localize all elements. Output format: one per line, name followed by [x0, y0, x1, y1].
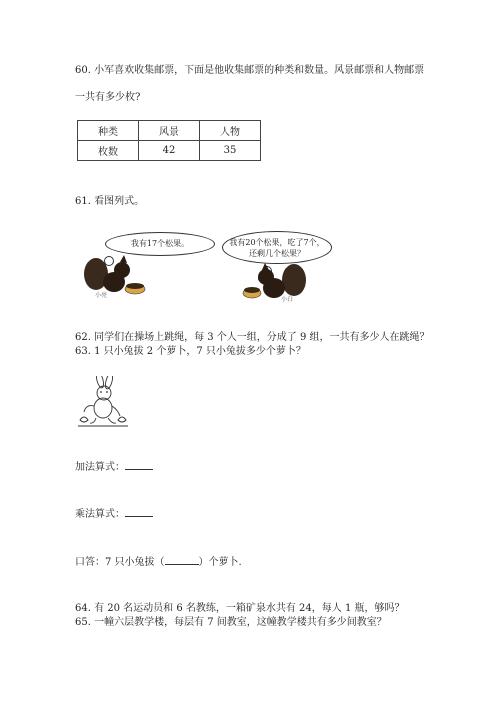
addition-label: 加法算式： [75, 462, 125, 473]
oral-answer-suffix: ）个萝卜. [198, 557, 242, 568]
question-65: 65. 一幢六层教学楼，每层有 7 间教室，这幢教学楼共有多少间教室？ [75, 617, 387, 628]
squirrel-left-illustration [78, 252, 150, 298]
table-header-cell: 种类 [78, 121, 139, 141]
question-61-title: 61. 看图列式。 [75, 196, 145, 207]
table-cell: 42 [139, 141, 200, 161]
addition-formula-row [75, 458, 153, 473]
table-cell: 枚数 [78, 141, 139, 161]
oral-answer-row [75, 553, 242, 568]
table-row [78, 141, 261, 161]
table-header-cell: 风景 [139, 121, 200, 141]
question-63: 63. 1 只小兔拔 2 个萝卜，7 只小兔拔多少个萝卜？ [75, 346, 306, 357]
rabbit-illustration [76, 376, 130, 428]
table-row [78, 121, 261, 141]
addition-answer-blank[interactable] [125, 460, 153, 470]
multiplication-label: 乘法算式： [75, 509, 125, 520]
speech-bubble-right-line1: 我有20个松果，吃了7个， [229, 238, 325, 247]
question-64: 64. 有 20 名运动员和 6 名教练，一箱矿泉水共有 24，每人 1 瓶，够吗？ [75, 603, 405, 614]
caption-left: 小亮 [95, 292, 108, 299]
stamp-table [77, 120, 261, 161]
multiplication-answer-blank[interactable] [125, 507, 153, 517]
speech-bubble-left-text: 我有17个松果。 [130, 239, 190, 248]
caption-right: 小白 [281, 296, 294, 303]
speech-bubble-right-line2: 还剩几个松果？ [249, 249, 305, 258]
multiplication-formula-row [75, 505, 153, 520]
oral-answer-blank[interactable] [165, 555, 199, 565]
table-cell: 35 [200, 141, 261, 161]
question-60-line2: 一共有多少枚? [75, 92, 141, 103]
squirrel-right-illustration [238, 260, 310, 302]
table-header-cell: 人物 [200, 121, 261, 141]
question-60-line1: 60. 小军喜欢收集邮票，下面是他收集邮票的种类和数量。风景邮票和人物邮票 [75, 65, 425, 76]
question-62: 62. 同学们在操场上跳绳，每 3 个人一组，分成了 9 组，一共有多少人在跳绳？ [75, 332, 430, 343]
oral-answer-prefix: 口答：7 只小兔拔（ [75, 557, 165, 568]
